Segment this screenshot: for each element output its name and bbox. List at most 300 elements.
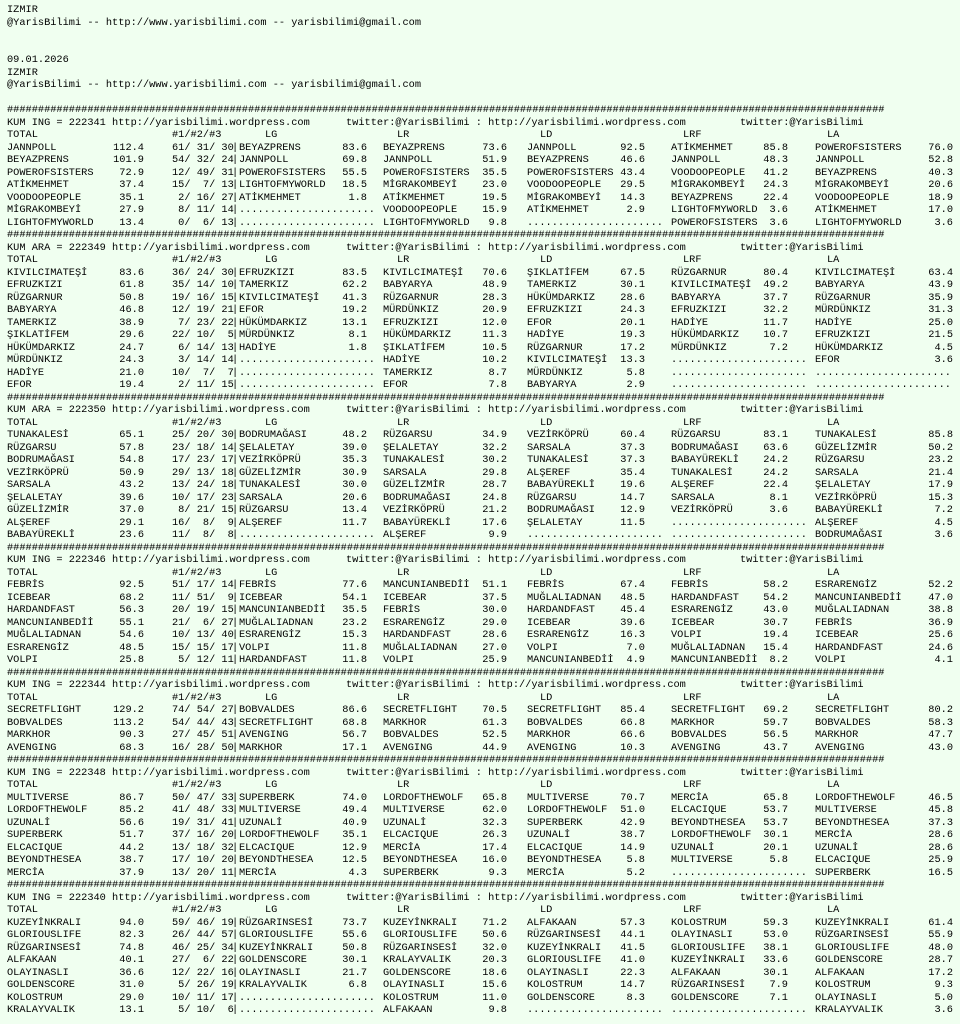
position-counts: 0/ 6/ 13 (172, 216, 234, 229)
race-header (7, 117, 960, 130)
position-counts: 10/ 7/ 7 (172, 366, 234, 379)
lg-name: GLORIOUSLIFE (239, 929, 314, 941)
position-counts: 5/ 26/ 19 (172, 979, 234, 991)
column-divider: | (232, 529, 239, 541)
lg-value: 35.1 (342, 829, 367, 841)
la-value: 46.5 (928, 791, 953, 804)
lg-name: ...................... (239, 366, 375, 379)
col-lrf: LRF (683, 129, 702, 141)
ld-value: 37.3 (620, 441, 645, 454)
la-name: JANNPOLL (815, 154, 865, 166)
total-score: 25.8 (119, 654, 144, 666)
la-value: 37.3 (928, 816, 953, 829)
ld-name: HÜKÜMDARKIZ (527, 291, 595, 304)
lg-value: 11.7 (342, 516, 367, 529)
lrf-value: 3.6 (769, 216, 788, 229)
col-ld: LD (540, 416, 553, 429)
lr-name: MULTIVERSE (383, 804, 445, 816)
la-name: SARSALA (815, 466, 859, 479)
horse-name: RÜZGARNUR (7, 291, 63, 304)
ld-value: 42.9 (620, 816, 645, 829)
horse-name: SARSALA (7, 479, 51, 491)
lg-name: ELCACIQUE (239, 841, 295, 854)
column-divider: | (232, 191, 239, 204)
report-date: 09.01.2026 (7, 54, 69, 66)
lr-value: 21.2 (482, 504, 507, 516)
ld-value: 14.9 (620, 841, 645, 854)
column-divider: | (232, 954, 239, 966)
total-score: 29.0 (119, 991, 144, 1004)
table-row (7, 354, 960, 367)
la-value: 4.5 (934, 341, 953, 354)
ld-value: 30.1 (620, 279, 645, 291)
la-name: MULTIVERSE (815, 804, 877, 816)
lr-value: 23.0 (482, 179, 507, 191)
table-row (7, 717, 960, 730)
lrf-value: 43.0 (763, 604, 788, 616)
lr-value: 30.0 (482, 604, 507, 616)
report-city: IZMIR (7, 66, 38, 79)
column-divider: | (232, 216, 239, 229)
lg-name: ...................... (239, 354, 375, 366)
la-name: GLORIOUSLIFE (815, 941, 890, 954)
lr-name: SECRETFLIGHT (383, 704, 458, 716)
lg-value: 15.3 (342, 629, 367, 641)
lr-name: RÜZGARINSESİ (383, 941, 458, 954)
lrf-name: ELCACIQUE (671, 804, 727, 816)
ld-name: EFOR (527, 316, 552, 329)
column-divider: | (232, 791, 239, 804)
lrf-name: HADİYE (671, 316, 709, 329)
horse-name: VOLPI (7, 654, 38, 666)
race-label: KUM ARA = 222349 http://yarisbilimi.wordpress.com (7, 241, 310, 254)
lr-value: 51.1 (482, 579, 507, 591)
position-counts: 16/ 8/ 9 (172, 516, 234, 529)
lr-name: ALFAKAAN (383, 1004, 433, 1016)
column-divider: | (232, 291, 239, 304)
ld-name: BEYAZPRENS (527, 154, 589, 166)
horse-name: VEZİRKÖPRÜ (7, 466, 69, 479)
horse-name: BOBVALDES (7, 716, 63, 729)
ld-name: ...................... (527, 216, 663, 229)
lr-value: 25.9 (482, 654, 507, 666)
col-la: LA (827, 416, 840, 429)
col-la: LA (827, 779, 840, 791)
column-divider: | (232, 829, 239, 841)
total-score: 29.6 (119, 329, 144, 341)
position-counts: 10/ 17/ 23 (172, 491, 234, 504)
column-divider: | (232, 491, 239, 504)
position-counts: 51/ 17/ 14 (172, 579, 234, 591)
total-score: 46.8 (119, 304, 144, 316)
total-score: 24.3 (119, 354, 144, 366)
ld-value: 29.5 (620, 179, 645, 191)
lrf-name: EFRUZKIZI (671, 304, 727, 316)
ld-value: 14.7 (620, 491, 645, 504)
horse-name: BABYARYA (7, 304, 57, 316)
lg-value: 18.5 (342, 179, 367, 191)
lg-name: MANCUNIANBEDİİ (239, 604, 326, 616)
ld-name: ESRARENGİZ (527, 629, 589, 641)
lg-name: KUZEYİNKRALI (239, 941, 314, 954)
lrf-value: 8.1 (769, 491, 788, 504)
ld-name: FEBRİS (527, 579, 565, 591)
ld-name: HARDANDFAST (527, 604, 595, 616)
lr-value: 9.8 (488, 1004, 507, 1016)
lr-name: MİGRAKOMBEYİ (383, 179, 458, 191)
horse-name: ELCACIQUE (7, 841, 63, 854)
ld-name: LORDOFTHEWOLF (527, 804, 608, 816)
position-counts: 25/ 20/ 30 (172, 429, 234, 441)
lr-name: BABYARYA (383, 279, 433, 291)
table-row (7, 267, 960, 280)
la-name: KIVILCIMATEŞİ (815, 266, 896, 279)
ld-value: 5.2 (626, 866, 645, 879)
lrf-value: 3.6 (769, 504, 788, 516)
column-divider: | (232, 266, 239, 279)
ld-value: 7.0 (626, 641, 645, 654)
table-row (7, 592, 960, 605)
lrf-name: RÜZGARINSESİ (671, 979, 746, 991)
total-score: 68.3 (119, 741, 144, 754)
lg-name: VOLPI (239, 641, 270, 654)
ld-name: VEZİRKÖPRÜ (527, 429, 589, 441)
position-counts: 21/ 6/ 27 (172, 616, 234, 629)
lrf-name: ...................... (671, 866, 807, 879)
position-counts: 15/ 7/ 13 (172, 179, 234, 191)
column-divider: | (232, 516, 239, 529)
horse-name: AVENGING (7, 741, 57, 754)
horse-name: POWEROFSISTERS (7, 166, 94, 179)
table-row (7, 329, 960, 342)
lg-value: 30.1 (342, 954, 367, 966)
lr-name: LORDOFTHEWOLF (383, 791, 464, 804)
lg-value: 50.8 (342, 941, 367, 954)
race-header (7, 679, 960, 692)
table-row (7, 629, 960, 642)
lr-value: 9.9 (488, 529, 507, 541)
lr-value: 24.8 (482, 491, 507, 504)
lrf-value: 19.4 (763, 629, 788, 641)
total-score: 13.1 (119, 1004, 144, 1016)
la-name: MANCUNIANBEDİİ (815, 591, 902, 604)
lr-value: 65.8 (482, 791, 507, 804)
lg-value: 41.3 (342, 291, 367, 304)
col-positions: #1/#2/#3 (172, 416, 222, 429)
la-value: 21.5 (928, 329, 953, 341)
horse-name: ALFAKAAN (7, 954, 57, 966)
lr-value: 20.3 (482, 954, 507, 966)
horse-name: VOODOOPEOPLE (7, 191, 82, 204)
column-header-row (7, 129, 960, 142)
col-positions: #1/#2/#3 (172, 254, 222, 266)
total-score: 61.8 (119, 279, 144, 291)
col-lrf: LRF (683, 254, 702, 266)
lg-name: ATİKMEHMET (239, 191, 301, 204)
lr-name: VOLPI (383, 654, 414, 666)
lg-name: SECRETFLIGHT (239, 716, 314, 729)
lg-value: 1.8 (348, 191, 367, 204)
ld-value: 16.3 (620, 629, 645, 641)
column-divider: | (232, 304, 239, 316)
column-header-row (7, 779, 960, 792)
lg-name: BOBVALDES (239, 704, 295, 716)
lg-value: 8.1 (348, 329, 367, 341)
lr-name: MÜRDÜNKIZ (383, 304, 439, 316)
position-counts: 10/ 13/ 40 (172, 629, 234, 641)
lr-name: ŞIKLATİFEM (383, 341, 445, 354)
lg-name: GÜZELİZMİR (239, 466, 301, 479)
ld-value: 43.4 (620, 166, 645, 179)
header-twitter: twitter:@YarisBilimi : http://yarisbilimi.wordpress.com (346, 116, 686, 129)
lr-name: BODRUMAĞASI (383, 491, 451, 504)
col-lg: LG (265, 416, 278, 429)
la-value: 61.4 (928, 916, 953, 929)
lrf-value: 56.5 (763, 729, 788, 741)
la-value: 58.3 (928, 716, 953, 729)
lg-value: 77.6 (342, 579, 367, 591)
total-score: 54.8 (119, 454, 144, 466)
ld-value: 5.8 (626, 366, 645, 379)
lr-value: 70.5 (482, 704, 507, 716)
race-label: KUM ING = 222340 http://yarisbilimi.wordpress.com (7, 891, 310, 904)
ld-value: 20.1 (620, 316, 645, 329)
header-twitter: twitter:@YarisBilimi : http://yarisbilimi.wordpress.com (346, 891, 686, 904)
la-name: ALŞEREF (815, 516, 859, 529)
total-score: 51.7 (119, 829, 144, 841)
la-value: 47.7 (928, 729, 953, 741)
col-positions: #1/#2/#3 (172, 691, 222, 704)
la-value: 63.4 (928, 266, 953, 279)
la-value: 18.9 (928, 191, 953, 204)
horse-name: MİGRAKOMBEYİ (7, 204, 82, 216)
ld-value: 51.0 (620, 804, 645, 816)
total-score: 92.5 (119, 579, 144, 591)
col-lrf: LRF (683, 416, 702, 429)
header-twitter: twitter:@YarisBilimi : http://yarisbilimi.wordpress.com (346, 554, 686, 566)
total-score: 39.6 (119, 491, 144, 504)
lg-value: 56.7 (342, 729, 367, 741)
lg-value: 35.3 (342, 454, 367, 466)
separator-line: ############################################################################################################################################## (7, 104, 885, 116)
table-row (7, 529, 960, 542)
horse-name: GLORIOUSLIFE (7, 929, 82, 941)
la-value: 85.8 (928, 429, 953, 441)
race-label: KUM ING = 222341 http://yarisbilimi.wordpress.com (7, 116, 310, 129)
header-twitter: twitter:@YarisBilimi : http://yarisbilimi.wordpress.com (346, 241, 686, 254)
position-counts: 74/ 54/ 27 (172, 704, 234, 716)
la-name: BOBVALDES (815, 716, 871, 729)
column-divider: | (232, 579, 239, 591)
lg-value: 11.8 (342, 641, 367, 654)
ld-name: ...................... (527, 529, 663, 541)
lg-name: ...................... (239, 1004, 375, 1016)
la-name: KRALAYVALIK (815, 1004, 883, 1016)
position-counts: 17/ 10/ 20 (172, 854, 234, 866)
position-counts: 37/ 16/ 20 (172, 829, 234, 841)
horse-name: MANCUNIANBEDİİ (7, 616, 94, 629)
ld-value: 13.3 (620, 354, 645, 366)
horse-name: BEYAZPRENS (7, 154, 69, 166)
total-score: 44.2 (119, 841, 144, 854)
lg-name: VEZİRKÖPRÜ (239, 454, 301, 466)
col-la: LA (827, 904, 840, 916)
total-score: 82.3 (119, 929, 144, 941)
column-divider: | (232, 654, 239, 666)
ld-name: POWEROFSISTERS (527, 166, 614, 179)
lg-value: 19.2 (342, 304, 367, 316)
lrf-name: ...................... (671, 516, 807, 529)
lrf-name: POWEROFSISTERS (671, 216, 758, 229)
column-divider: | (232, 929, 239, 941)
lg-name: BEYAZPRENS (239, 141, 301, 154)
la-value: 35.9 (928, 291, 953, 304)
horse-name: ŞIKLATİFEM (7, 329, 69, 341)
ld-value: 17.2 (620, 341, 645, 354)
col-total: TOTAL (7, 904, 38, 916)
lg-name: HADİYE (239, 341, 277, 354)
lr-name: GOLDENSCORE (383, 966, 451, 979)
lr-value: 27.0 (482, 641, 507, 654)
lr-value: 28.7 (482, 479, 507, 491)
race-header (7, 404, 960, 417)
la-name: MİGRAKOMBEYİ (815, 179, 890, 191)
column-divider: | (232, 366, 239, 379)
lr-value: 11.0 (482, 991, 507, 1004)
total-score: 129.2 (113, 704, 144, 716)
column-divider: | (232, 854, 239, 866)
race-label: KUM ARA = 222350 http://yarisbilimi.wordpress.com (7, 404, 310, 416)
lg-value: 23.2 (342, 616, 367, 629)
page-title: IZMIR (7, 4, 38, 16)
lrf-name: MUĞLALIADNAN (671, 641, 746, 654)
lg-value: 48.2 (342, 429, 367, 441)
lr-name: KIVILCIMATEŞİ (383, 266, 464, 279)
la-name: RÜZGARSU (815, 454, 865, 466)
position-counts: 7/ 23/ 22 (172, 316, 234, 329)
position-counts: 41/ 48/ 33 (172, 804, 234, 816)
lg-name: TAMERKIZ (239, 279, 289, 291)
lr-value: 73.6 (482, 141, 507, 154)
column-divider: | (232, 966, 239, 979)
la-value: 3.6 (934, 354, 953, 366)
table-row (7, 192, 960, 205)
race-label: KUM ING = 222348 http://yarisbilimi.wordpress.com (7, 766, 310, 779)
position-counts: 5/ 10/ 6 (172, 1004, 234, 1016)
table-row (7, 929, 960, 942)
col-lr: LR (397, 416, 410, 429)
total-score: 23.6 (119, 529, 144, 541)
col-ld: LD (540, 129, 553, 141)
ld-value: 70.7 (620, 791, 645, 804)
table-row (7, 167, 960, 180)
table-row (7, 367, 960, 380)
lrf-value: 49.2 (763, 279, 788, 291)
ld-name: ŞELALETAY (527, 516, 583, 529)
column-divider: | (232, 154, 239, 166)
ld-value: 19.6 (620, 479, 645, 491)
ld-value: 41.0 (620, 954, 645, 966)
la-value: 17.2 (928, 966, 953, 979)
lrf-value: 53.0 (763, 929, 788, 941)
lg-value: 39.0 (342, 441, 367, 454)
position-counts: 22/ 10/ 5 (172, 329, 234, 341)
lr-name: BOBVALDES (383, 729, 439, 741)
horse-name: ATİKMEHMET (7, 179, 69, 191)
column-divider: | (232, 316, 239, 329)
la-name: BABYARYA (815, 279, 865, 291)
lg-value: 4.3 (348, 866, 367, 879)
lrf-value: 65.8 (763, 791, 788, 804)
column-header-row (7, 567, 960, 580)
horse-name: GÜZELİZMİR (7, 504, 69, 516)
total-score: 37.4 (119, 179, 144, 191)
col-lg: LG (265, 779, 278, 791)
position-counts: 23/ 18/ 14 (172, 441, 234, 454)
lrf-value: 83.1 (763, 429, 788, 441)
lr-name: HARDANDFAST (383, 629, 451, 641)
horse-name: EFOR (7, 379, 32, 391)
column-divider: | (232, 979, 239, 991)
lrf-name: ...................... (671, 1004, 807, 1016)
ld-value: 66.8 (620, 716, 645, 729)
lr-value: 15.9 (482, 204, 507, 216)
lr-name: SUPERBERK (383, 866, 439, 879)
table-row (7, 217, 960, 230)
race-header (7, 242, 960, 255)
ld-value: 4.9 (626, 654, 645, 666)
total-score: 19.4 (119, 379, 144, 391)
la-name: MERCİA (815, 829, 853, 841)
lr-value: 11.3 (482, 329, 507, 341)
lg-name: GOLDENSCORE (239, 954, 307, 966)
header-twitter-short: twitter:@YarisBilimi (740, 404, 864, 416)
total-score: 101.9 (113, 154, 144, 166)
total-score: 113.2 (113, 716, 144, 729)
total-score: 37.0 (119, 504, 144, 516)
total-score: 74.8 (119, 941, 144, 954)
lrf-value: 30.1 (763, 966, 788, 979)
column-divider: | (232, 716, 239, 729)
position-counts: 12/ 22/ 16 (172, 966, 234, 979)
lrf-name: LIGHTOFMYWORLD (671, 204, 758, 216)
column-divider: | (232, 1004, 239, 1016)
total-score: 38.7 (119, 854, 144, 866)
position-counts: 13/ 18/ 32 (172, 841, 234, 854)
lrf-name: FEBRİS (671, 579, 709, 591)
lr-name: RÜZGARNUR (383, 291, 439, 304)
ld-name: RÜZGARINSESİ (527, 929, 602, 941)
lg-value: 62.2 (342, 279, 367, 291)
horse-name: BODRUMAĞASI (7, 454, 75, 466)
position-counts: 2/ 16/ 27 (172, 191, 234, 204)
lr-name: KRALAYVALIK (383, 954, 451, 966)
position-counts: 54/ 44/ 43 (172, 716, 234, 729)
lrf-value: 33.6 (763, 954, 788, 966)
lrf-name: ...................... (671, 366, 807, 379)
ld-value: 45.4 (620, 604, 645, 616)
ld-name: MERCİA (527, 866, 565, 879)
lrf-value: 54.2 (763, 591, 788, 604)
la-value: 7.2 (934, 504, 953, 516)
col-ld: LD (540, 254, 553, 266)
lg-value: 54.1 (342, 591, 367, 604)
ld-name: EFRUZKIZI (527, 304, 583, 316)
lrf-value: 41.2 (763, 166, 788, 179)
lg-value: 17.1 (342, 741, 367, 754)
lr-name: OLAYINASLI (383, 979, 445, 991)
lr-value: 29.0 (482, 616, 507, 629)
